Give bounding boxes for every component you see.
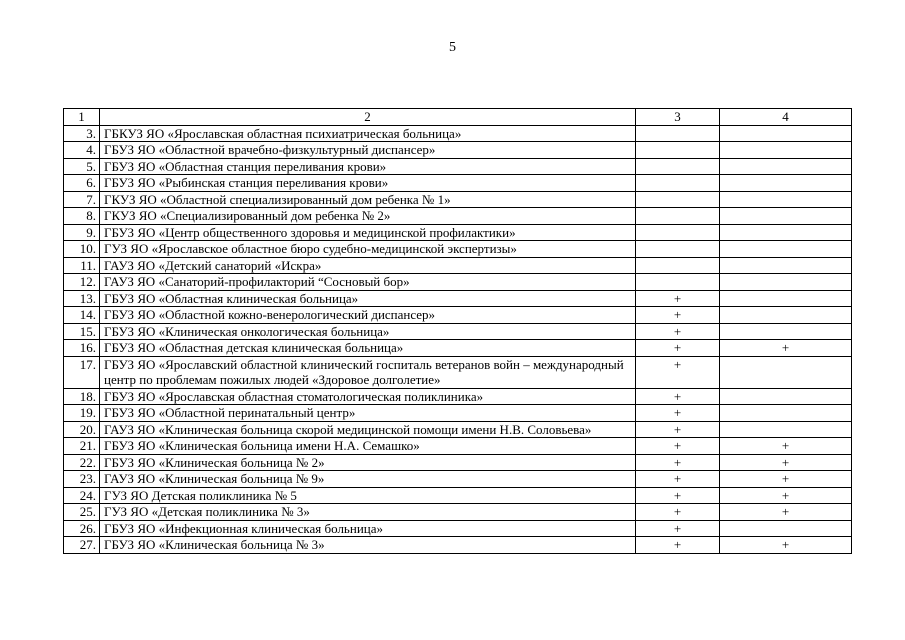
mark-col4 (720, 175, 852, 192)
table-row (64, 257, 852, 274)
row-number: 14. (64, 307, 100, 324)
mark-col3: + (636, 487, 720, 504)
header-cell-1: 1 (64, 109, 100, 126)
table-row (64, 191, 852, 208)
mark-col3: + (636, 323, 720, 340)
mark-col4 (720, 421, 852, 438)
institution-name: ГБУЗ ЯО «Рыбинская станция переливания крови» (100, 175, 636, 192)
institution-name: ГАУЗ ЯО «Детский санаторий «Искра» (100, 257, 636, 274)
table-row (64, 323, 852, 340)
row-number: 21. (64, 438, 100, 455)
mark-col4 (720, 191, 852, 208)
mark-col4: + (720, 471, 852, 488)
row-number: 20. (64, 421, 100, 438)
institution-name: ГБУЗ ЯО «Областной кожно-венерологический диспансер» (100, 307, 636, 324)
institution-name: ГБУЗ ЯО «Клиническая больница № 2» (100, 454, 636, 471)
mark-col4 (720, 257, 852, 274)
mark-col3 (636, 191, 720, 208)
institution-name: ГБУЗ ЯО «Ярославский областной клинический госпиталь ветеранов войн – международный центр по проблемам пожилых людей «Здоровое долголетие» (100, 356, 636, 388)
row-number: 5. (64, 158, 100, 175)
row-number: 13. (64, 290, 100, 307)
table-row (64, 290, 852, 307)
row-number: 10. (64, 241, 100, 258)
mark-col4 (720, 142, 852, 159)
row-number: 6. (64, 175, 100, 192)
mark-col4: + (720, 454, 852, 471)
page-number: 5 (449, 40, 456, 55)
table-row (64, 454, 852, 471)
table-row (64, 405, 852, 422)
institution-name: ГБУЗ ЯО «Областной перинатальный центр» (100, 405, 636, 422)
mark-col4 (720, 241, 852, 258)
row-number: 18. (64, 388, 100, 405)
table-row (64, 388, 852, 405)
institution-name: ГБУЗ ЯО «Областной врачебно-физкультурный диспансер» (100, 142, 636, 159)
mark-col3 (636, 175, 720, 192)
institution-name: ГБУЗ ЯО «Областная клиническая больница» (100, 290, 636, 307)
table-row (64, 520, 852, 537)
row-number: 25. (64, 504, 100, 521)
table-row (64, 356, 852, 388)
institution-name: ГАУЗ ЯО «Санаторий-профилакторий “Сосновый бор» (100, 274, 636, 291)
table-row (64, 175, 852, 192)
table-row (64, 224, 852, 241)
row-number: 24. (64, 487, 100, 504)
mark-col3: + (636, 454, 720, 471)
institution-name: ГУЗ ЯО «Детская поликлиника № 3» (100, 504, 636, 521)
row-number: 27. (64, 537, 100, 554)
institution-name: ГБУЗ ЯО «Клиническая больница имени Н.А. Семашко» (100, 438, 636, 455)
row-number: 26. (64, 520, 100, 537)
row-number: 22. (64, 454, 100, 471)
table-row (64, 125, 852, 142)
table-row (64, 274, 852, 291)
mark-col4 (720, 388, 852, 405)
mark-col3: + (636, 537, 720, 554)
mark-col3 (636, 208, 720, 225)
header-cell-2: 2 (100, 109, 636, 126)
mark-col3 (636, 274, 720, 291)
mark-col4: + (720, 537, 852, 554)
mark-col3 (636, 224, 720, 241)
mark-col4 (720, 323, 852, 340)
mark-col4: + (720, 438, 852, 455)
institution-name: ГБКУЗ ЯО «Ярославская областная психиатрическая больница» (100, 125, 636, 142)
mark-col3: + (636, 405, 720, 422)
row-number: 3. (64, 125, 100, 142)
institution-name: ГБУЗ ЯО «Инфекционная клиническая больница» (100, 520, 636, 537)
mark-col4 (720, 208, 852, 225)
table-row (64, 471, 852, 488)
mark-col3: + (636, 421, 720, 438)
row-number: 7. (64, 191, 100, 208)
mark-col3: + (636, 388, 720, 405)
mark-col4 (720, 274, 852, 291)
row-number: 17. (64, 356, 100, 388)
institution-name: ГКУЗ ЯО «Специализированный дом ребенка № 2» (100, 208, 636, 225)
institution-name: ГУЗ ЯО «Ярославское областное бюро судебно-медицинской экспертизы» (100, 241, 636, 258)
mark-col3 (636, 257, 720, 274)
table-row (64, 537, 852, 554)
table-row (64, 421, 852, 438)
mark-col3: + (636, 356, 720, 388)
mark-col4 (720, 290, 852, 307)
table-row (64, 340, 852, 357)
mark-col3 (636, 125, 720, 142)
institution-name: ГУЗ ЯО Детская поликлиника № 5 (100, 487, 636, 504)
mark-col4 (720, 224, 852, 241)
row-number: 4. (64, 142, 100, 159)
row-number: 15. (64, 323, 100, 340)
table-row (64, 504, 852, 521)
row-number: 19. (64, 405, 100, 422)
mark-col3 (636, 158, 720, 175)
mark-col4: + (720, 504, 852, 521)
table-row (64, 158, 852, 175)
table-row (64, 208, 852, 225)
mark-col4: + (720, 487, 852, 504)
institution-name: ГБУЗ ЯО «Ярославская областная стоматологическая поликлиника» (100, 388, 636, 405)
mark-col3: + (636, 307, 720, 324)
row-number: 23. (64, 471, 100, 488)
mark-col4 (720, 158, 852, 175)
mark-col4 (720, 356, 852, 388)
mark-col3: + (636, 340, 720, 357)
row-number: 16. (64, 340, 100, 357)
row-number: 9. (64, 224, 100, 241)
institution-name: ГБУЗ ЯО «Областная станция переливания крови» (100, 158, 636, 175)
institution-name: ГБУЗ ЯО «Клиническая онкологическая больница» (100, 323, 636, 340)
mark-col4: + (720, 340, 852, 357)
mark-col4 (720, 520, 852, 537)
institution-name: ГАУЗ ЯО «Клиническая больница № 9» (100, 471, 636, 488)
mark-col3: + (636, 504, 720, 521)
mark-col3: + (636, 290, 720, 307)
table-row (64, 142, 852, 159)
table-row (64, 487, 852, 504)
mark-col3: + (636, 438, 720, 455)
institution-name: ГБУЗ ЯО «Центр общественного здоровья и медицинской профилактики» (100, 224, 636, 241)
mark-col4 (720, 405, 852, 422)
institution-name: ГАУЗ ЯО «Клиническая больница скорой медицинской помощи имени Н.В. Соловьева» (100, 421, 636, 438)
row-number: 11. (64, 257, 100, 274)
table-row (64, 438, 852, 455)
header-cell-4: 4 (720, 109, 852, 126)
row-number: 8. (64, 208, 100, 225)
institutions-table (63, 108, 852, 554)
row-number: 12. (64, 274, 100, 291)
table-row (64, 241, 852, 258)
institution-name: ГБУЗ ЯО «Клиническая больница № 3» (100, 537, 636, 554)
mark-col3 (636, 142, 720, 159)
mark-col4 (720, 307, 852, 324)
table-row (64, 307, 852, 324)
header-cell-3: 3 (636, 109, 720, 126)
table-header-row (64, 109, 852, 126)
institution-name: ГБУЗ ЯО «Областная детская клиническая больница» (100, 340, 636, 357)
mark-col3: + (636, 471, 720, 488)
mark-col3: + (636, 520, 720, 537)
institution-name: ГКУЗ ЯО «Областной специализированный дом ребенка № 1» (100, 191, 636, 208)
mark-col4 (720, 125, 852, 142)
mark-col3 (636, 241, 720, 258)
